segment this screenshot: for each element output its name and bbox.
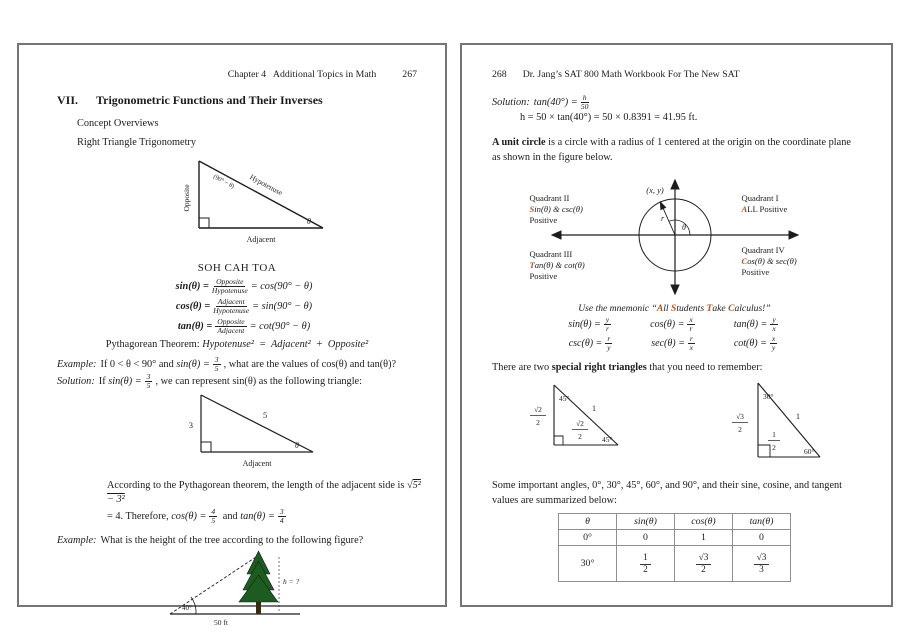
solution-triangle-svg <box>137 390 337 472</box>
trig-definitions-row-1: sin(θ) = $\frac{y}{r}$ cos(θ) = $\frac{x}{r}$ tan(θ) = $\frac{y}{x}$ <box>568 315 776 334</box>
section-heading <box>57 93 417 108</box>
header-theta: θ <box>559 514 617 530</box>
triangle-outline <box>199 161 323 228</box>
angle-40-label: 40° <box>182 604 192 613</box>
hypotenuse-label: Hypotenuse <box>248 172 285 198</box>
chapter-title: Chapter 4 Additional Topics in Math <box>227 69 377 80</box>
three-four-five-triangle-figure <box>57 390 417 477</box>
adjacent-label: Adjacent <box>242 458 272 468</box>
sqrt-expression: √5² − 3² <box>107 479 421 506</box>
adjacent-label: Adjacent <box>246 234 276 244</box>
opposite-label: Opposite <box>182 184 191 212</box>
right-angle-45-label: 45° <box>601 435 612 445</box>
example-1: Example: If 0 < θ < 90° and sin(θ) = $\frac{3}{5}$ , what are the values of cos(θ) and tan(θ)? <box>57 355 397 373</box>
header-sin: sin(θ) <box>617 514 675 530</box>
table-row-0deg: 0° 0 1 0 <box>559 530 791 546</box>
left-side-denominator: 2 <box>535 418 540 428</box>
left-side-numerator: √2 <box>533 405 542 415</box>
right-page-header <box>492 69 857 80</box>
solution-tan: Solution: tan(40°) = $\frac{h}{50}$ <box>492 93 589 111</box>
point-xy-label: (x, y) <box>645 185 664 196</box>
complement-angle-label: (90° − θ) <box>212 173 236 190</box>
page-number: 267 <box>402 69 417 80</box>
side-3-label: 3 <box>188 419 193 430</box>
special-triangles-intro: There are two special right triangles that you need to remember: <box>492 362 763 374</box>
quadrant-3-label: Quadrant III Tan(θ) & cot(θ) Positive <box>529 249 585 282</box>
height-computation: h = 50 × tan(40°) = 50 × 0.8391 = 41.95 ft. <box>520 111 698 123</box>
example-2: Example: What is the height of the tree according to the following figure? <box>57 534 364 546</box>
side-5-label: 5 <box>263 409 268 420</box>
book-title: Dr. Jang’s SAT 800 Math Workbook For The New SAT <box>522 69 740 80</box>
right-angle-marker <box>201 442 211 452</box>
right-triangle-figure <box>57 156 417 259</box>
tree-figure <box>57 548 417 633</box>
left-page-header <box>57 69 417 80</box>
sin-equation: sin(θ) = $\frac{\text{Opposite}}{\text{Hypotenuse}}$ = cos(90° − θ) <box>175 276 313 295</box>
quadrant-1-label: Quadrant I ALL Positive <box>741 193 788 215</box>
mnemonic-line: Use the mnemonic “All Students Take Calculus!” <box>578 303 771 315</box>
right-angle-60-label: 60° <box>803 447 814 457</box>
theta-label: θ <box>681 223 686 233</box>
concept-overviews-label: Concept Overviews <box>77 118 159 129</box>
pythagorean-solution-text: According to the Pythagorean theorem, the length of the adjacent side is √5² − 3² = 4. Therefore, cos(θ) = $\frac{4}{5}$ and tan(θ) = $\frac{3}{4}$ <box>107 479 421 525</box>
radius-label: r <box>660 214 664 224</box>
left-side-denominator: 2 <box>737 425 742 435</box>
right-triangle-trig-label: Right Triangle Trigonometry <box>77 137 197 149</box>
trig-definitions-row-2: csc(θ) = $\frac{r}{y}$ sec(θ) = $\frac{r}{x}$ cot(θ) = $\frac{x}{y}$ <box>568 334 776 353</box>
quadrant-2-label: Quadrant II Sin(θ) & csc(θ) Positive <box>529 193 583 226</box>
bottom-side-denominator: 2 <box>771 443 776 453</box>
quadrant-4-label: Quadrant IV Cos(θ) & sec(θ) Positive <box>741 245 797 278</box>
theta-label: θ <box>307 216 311 226</box>
table-header-row <box>559 514 791 530</box>
header-cos: cos(θ) <box>675 514 733 530</box>
special-triangles-figure <box>492 379 857 475</box>
cos-equation: cos(θ) = $\frac{\text{Adjacent}}{\text{Hypotenuse}}$ = sin(90° − θ) <box>175 296 313 315</box>
bottom-side-denominator: 2 <box>577 432 582 442</box>
right-angle-marker <box>758 445 770 457</box>
tan-equation: tan(θ) = $\frac{\text{Opposite}}{\text{Adjacent}}$ = cot(90° − θ) <box>177 316 311 335</box>
section-title: Trigonometric Functions and Their Inverses <box>96 93 323 107</box>
important-angles-text: Some important angles, 0°, 30°, 45°, 60°, and 90°, and their sine, cosine, and tangent values are summarized below: <box>492 480 843 506</box>
hypotenuse-label: 1 <box>795 412 800 422</box>
hypotenuse-label: 1 <box>591 404 596 414</box>
pythagorean-theorem: Pythagorean Theorem: Hypotenuse² = Adjacent² + Opposite² <box>105 338 369 350</box>
page-number: 268 <box>492 69 507 80</box>
right-triangle-svg <box>137 156 337 254</box>
unit-circle-intro: A unit circle is a circle with a radius of 1 centered at the origin on the coordinate plane as shown in the figure below. <box>492 137 851 163</box>
soh-cah-toa: SOH CAH TOA <box>197 261 277 274</box>
header-tan: tan(θ) <box>733 514 791 530</box>
section-number: VII. <box>57 93 79 107</box>
right-angle-marker <box>199 218 209 228</box>
bottom-side-numerator: √2 <box>575 419 584 429</box>
trig-values-table <box>558 513 791 582</box>
solution-1: Solution: If sin(θ) = $\frac{3}{5}$ , we can represent sin(θ) as the following triangle: <box>57 371 362 390</box>
unit-circle-figure <box>510 173 840 301</box>
table-row-30deg: 30° $\frac{1}{2}$ $\frac{√3}{2}$ $\frac{√3}{3}$ <box>559 546 791 582</box>
page-267 <box>17 43 447 628</box>
right-angle-marker <box>554 436 563 445</box>
top-angle-label: 30° <box>762 392 773 402</box>
theta-label: θ <box>295 440 299 450</box>
left-side-numerator: √3 <box>735 412 744 422</box>
height-label: h = ? <box>283 577 300 587</box>
tree-svg <box>162 548 312 628</box>
trig-ratio-equations <box>57 278 417 335</box>
tree-foliage <box>239 551 278 602</box>
page-268 <box>460 43 893 607</box>
base-50ft-label: 50 ft <box>214 618 228 628</box>
top-angle-label: 45° <box>558 394 569 404</box>
triangle-45-45-90 <box>516 379 636 463</box>
bottom-side-numerator: 1 <box>771 430 776 440</box>
triangle-30-60-90 <box>714 379 834 475</box>
